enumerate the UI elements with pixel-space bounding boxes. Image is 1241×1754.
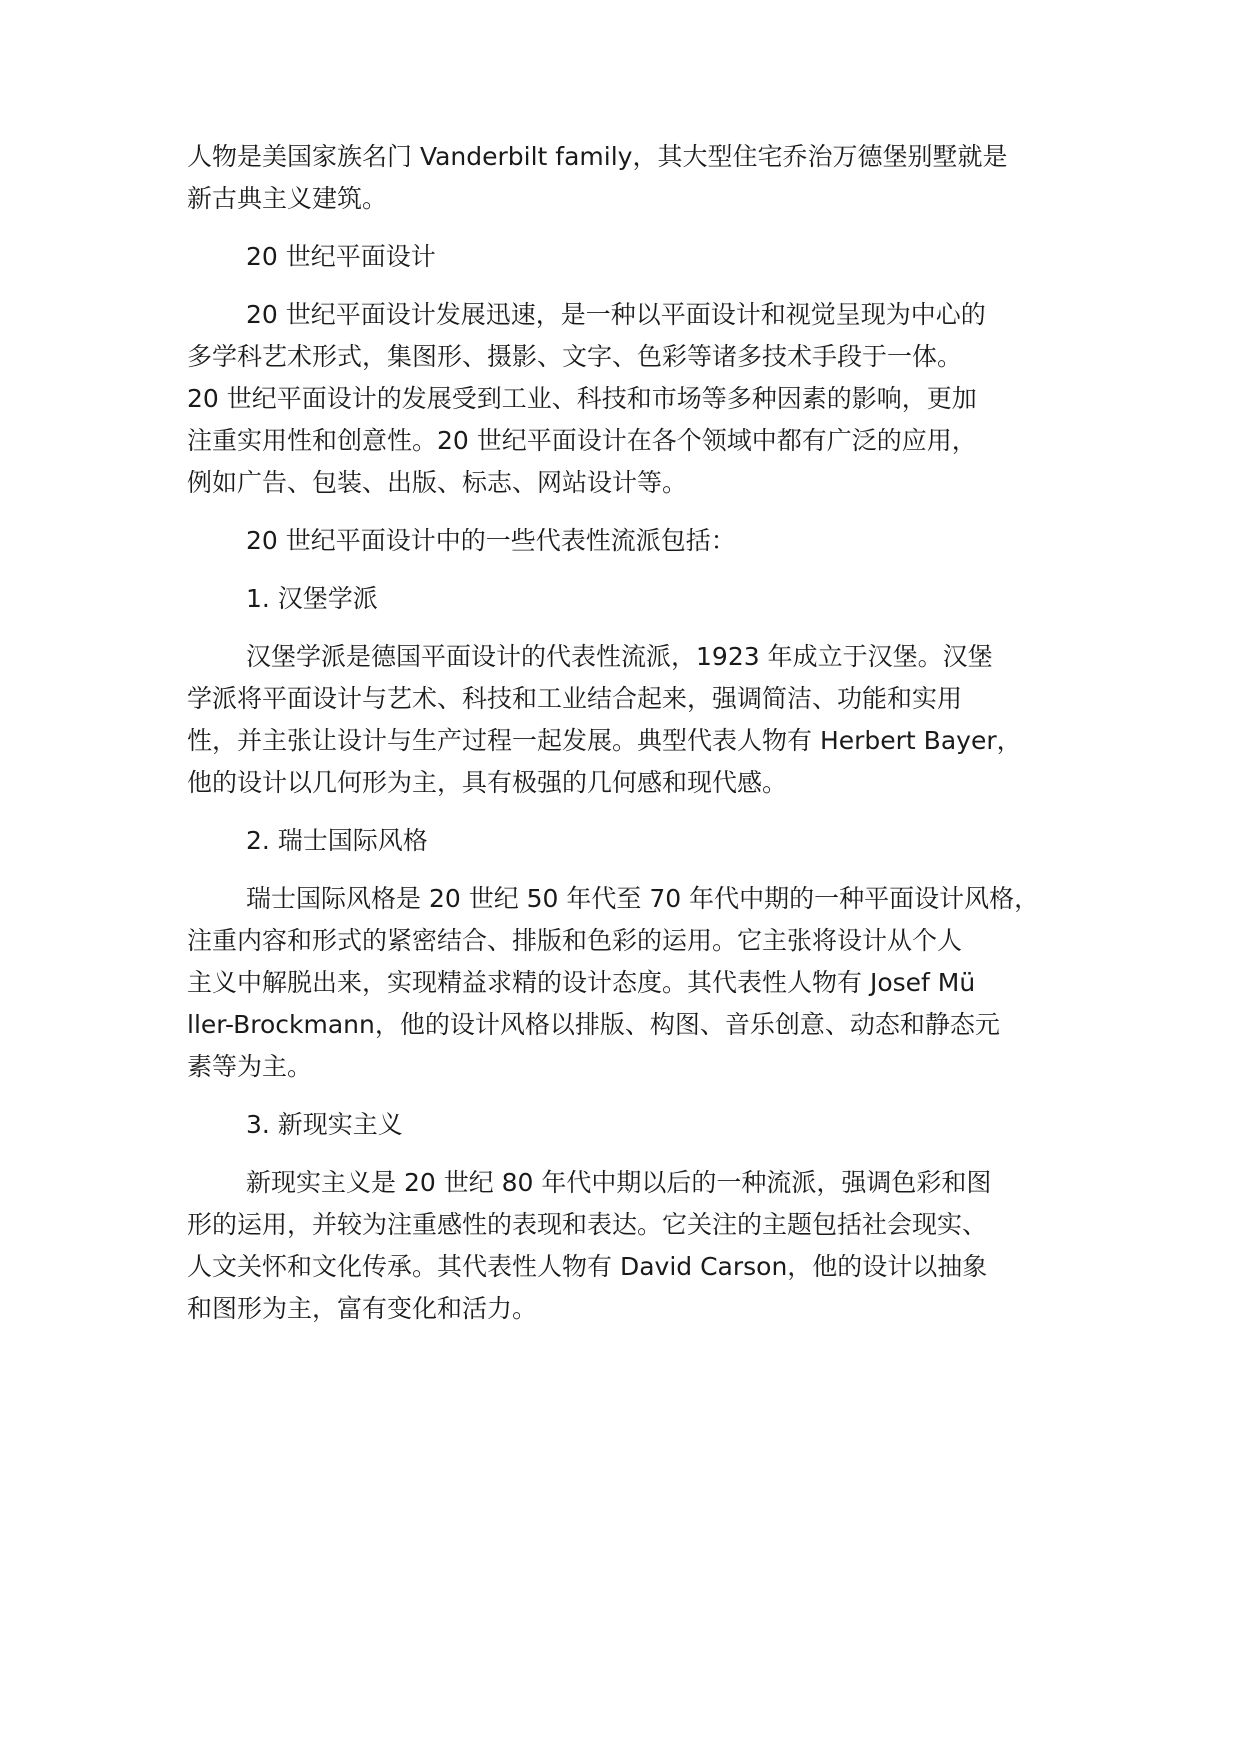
list-heading: 1. 汉堡学派 <box>246 584 378 613</box>
text-line: 学派将平面设计与艺术、科技和工业结合起来，强调简洁、功能和实用 <box>187 684 963 713</box>
text-line: 形的运用，并较为注重感性的表现和表达。它关注的主题包括社会现实、 <box>187 1210 988 1239</box>
text-line: 素等为主。 <box>187 1052 313 1081</box>
text-line: 20 世纪平面设计中的一些代表性流派包括： <box>246 526 736 555</box>
text-line: 他的设计以几何形为主，具有极强的几何感和现代感。 <box>187 768 788 797</box>
list-heading: 2. 瑞士国际风格 <box>246 826 428 855</box>
text-line: 人文关怀和文化传承。其代表性人物有 David Carson，他的设计以抽象 <box>187 1252 988 1281</box>
text-line: 新古典主义建筑。 <box>187 184 388 213</box>
section-heading: 20 世纪平面设计 <box>246 242 436 271</box>
text-line: 瑞士国际风格是 20 世纪 50 年代至 70 年代中期的一种平面设计风格， <box>246 884 1040 913</box>
text-line: 和图形为主，富有变化和活力。 <box>187 1294 538 1323</box>
text-line: 多学科艺术形式，集图形、摄影、文字、色彩等诸多技术手段于一体。 <box>187 342 963 371</box>
text-line: 性，并主张让设计与生产过程一起发展。典型代表人物有 Herbert Bayer， <box>187 726 1022 755</box>
text-line: 汉堡学派是德国平面设计的代表性流派，1923 年成立于汉堡。汉堡 <box>246 642 993 671</box>
list-heading: 3. 新现实主义 <box>246 1110 403 1139</box>
text-line: 注重实用性和创意性。20 世纪平面设计在各个领域中都有广泛的应用， <box>187 426 977 455</box>
text-line: ller-Brockmann，他的设计风格以排版、构图、音乐创意、动态和静态元 <box>187 1010 1000 1039</box>
text-line: 注重内容和形式的紧密结合、排版和色彩的运用。它主张将设计从个人 <box>187 926 963 955</box>
text-line: 人物是美国家族名门 Vanderbilt family，其大型住宅乔治万德堡别墅就是 <box>187 142 1008 171</box>
text-line: 20 世纪平面设计发展迅速，是一种以平面设计和视觉呈现为中心的 <box>246 300 986 329</box>
text-line: 新现实主义是 20 世纪 80 年代中期以后的一种流派，强调色彩和图 <box>246 1168 992 1197</box>
text-line: 主义中解脱出来，实现精益求精的设计态度。其代表性人物有 Josef Mü <box>187 968 976 997</box>
text-line: 20 世纪平面设计的发展受到工业、科技和市场等多种因素的影响，更加 <box>187 384 977 413</box>
text-line: 例如广告、包装、出版、标志、网站设计等。 <box>187 468 688 497</box>
